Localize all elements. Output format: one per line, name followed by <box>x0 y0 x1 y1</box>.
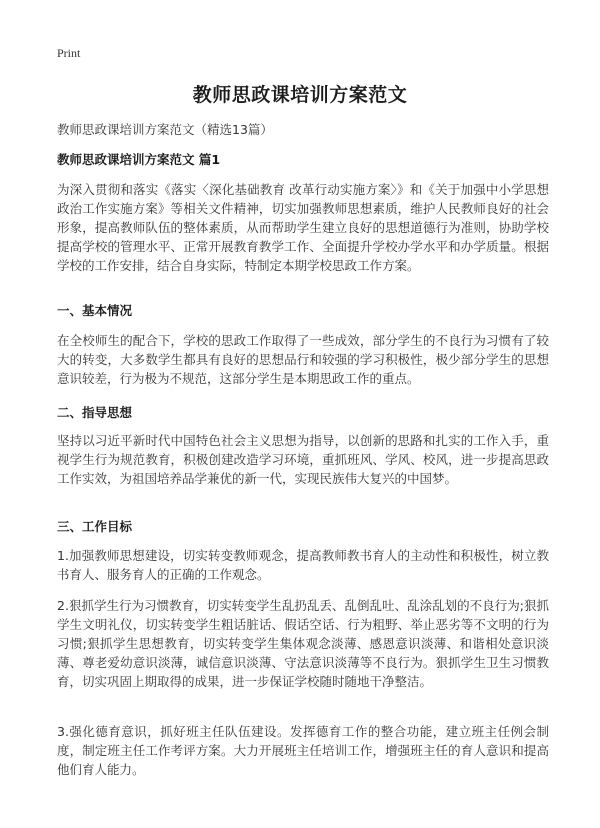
section-heading-goals: 三、工作目标 <box>57 519 133 534</box>
intro-paragraph: 为深入贯彻和落实《落实〈深化基础教育 改革行动实施方案〉》和《关于加强中小学思想政治工作实施方案》等相关文件精神，切实加强教师思想素质，维护人民教师良好的社会形象，提高教师队伍的整体素质，从而帮助学生建立良好的思想道德行为准则，协助学校提高学校的管理水平、正常开展教育教学工作、全面提升学校办学水平和办学质量。根据学校的工作安排，结合自身实际，特制定本期学校思政工作方案。 <box>57 182 549 273</box>
basic-paragraph: 在全校师生的配合下，学校的思政工作取得了一些成效，部分学生的不良行为习惯有了较大的转变，大多数学生都具有良好的思想品行和较强的学习积极性，极少部分学生的思想意识较差，行为极为不规范，这部分学生是本期思政工作的重点。 <box>57 333 549 386</box>
page-title: 教师思政课培训方案范文 <box>192 84 408 106</box>
article-heading: 教师思政课培训方案范文 篇1 <box>57 152 221 167</box>
print-link[interactable]: Print <box>57 46 81 60</box>
section-heading-basic: 一、基本情况 <box>57 303 133 318</box>
goal-item: 2.狠抓学生行为习惯教育，切实转变学生乱扔乱丢、乱倒乱吐、乱涂乱划的不良行为;狠抓学生文明礼仪，切实转变学生粗话脏话、假话空话、行为粗野、举止恶劣等不文明的行为习惯;狠抓学生思想教育，切实转变学生集体观念淡薄、感恩意识淡薄、和谐相处意识淡薄、尊老爱幼意识淡薄，诚信意识淡薄、守法意识淡薄等不良行为。狠抓学生卫生习惯教育，切实巩固上期取得的成果，进一步保证学校随时随地干净整洁。 <box>57 598 549 689</box>
document-subtitle: 教师思政课培训方案范文（精选13篇） <box>57 122 273 137</box>
goal-item: 1.加强教师思想建设，切实转变教师观念，提高教师教书育人的主动性和积极性，树立教书育人、服务育人的正确的工作观念。 <box>57 548 549 582</box>
guide-paragraph: 坚持以习近平新时代中国特色社会主义思想为指导，以创新的思路和扎实的工作入手，重视学生行为规范教育，积极创建改造学习环境，重抓班风、学风、校风，进一步提高思政工作实效，为祖国培养品学兼优的新一代，实现民族伟大复兴的中国梦。 <box>57 433 549 486</box>
section-heading-guide: 二、指导思想 <box>57 405 133 420</box>
goal-item: 3.强化德育意识，抓好班主任队伍建设。发挥德育工作的整合功能，建立班主任例会制度，制定班主任工作考评方案。大力开展班主任培训工作，增强班主任的育人意识和提高他们育人能力。 <box>57 724 549 777</box>
